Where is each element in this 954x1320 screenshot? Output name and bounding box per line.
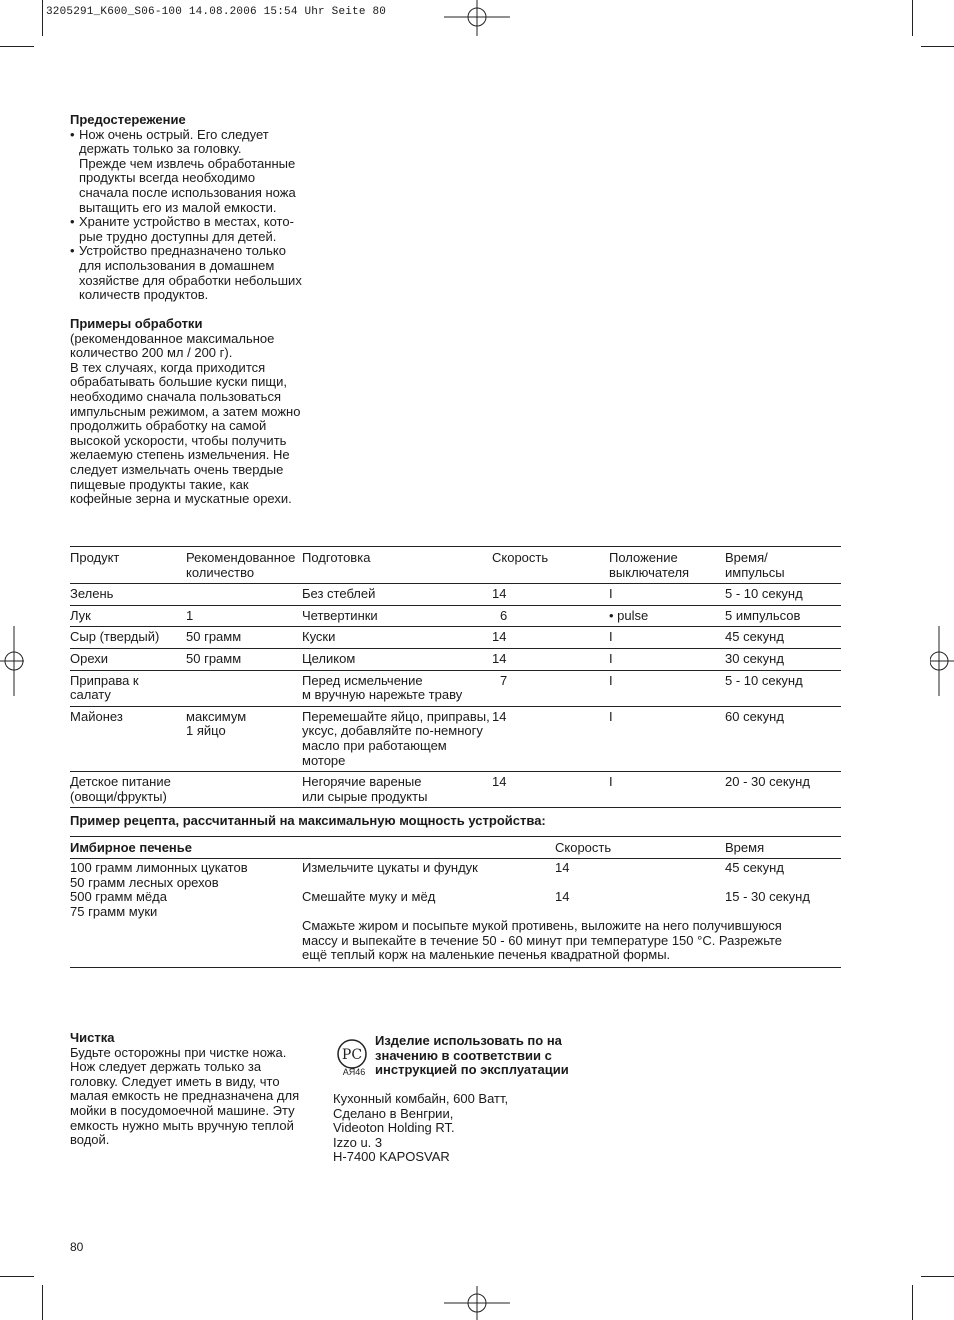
- table-cell: Куски: [302, 627, 492, 649]
- recipe-bottom-rule: [70, 967, 841, 968]
- crop-mark: [912, 0, 913, 36]
- table-row: [70, 648, 841, 670]
- recipe-top-rule: [70, 836, 841, 837]
- list-item: • Храните устройство в местах, кото- рые трудно доступны для детей.: [70, 215, 320, 244]
- table-cell: Четвертинки: [302, 605, 492, 627]
- col-header: Время/ импульсы: [725, 547, 841, 584]
- registration-mark-left: [0, 626, 24, 696]
- certification-notice: Изделие использовать по на значению в соответствии с инструкцией по эксплуатации: [375, 1033, 569, 1078]
- table-row: [70, 772, 841, 808]
- table-cell: Приправа к салату: [70, 670, 186, 706]
- table-cell: Сыр (твердый): [70, 627, 186, 649]
- crop-mark: [42, 1285, 43, 1320]
- print-header: 3205291_K600_S06-100 14.08.2006 15:54 Uhr Seite 80: [46, 6, 387, 18]
- warning-title: Предостережение: [70, 112, 186, 127]
- pct-mark-code: АЯ46: [342, 1067, 366, 1077]
- processing-table: [70, 546, 841, 808]
- table-cell: 6: [492, 605, 609, 627]
- table-cell: 45 секунд: [725, 627, 841, 649]
- manufacturer-address: Кухонный комбайн, 600 Ватт, Сделано в Венгрии, Videoton Holding RT. Izzo u. 3 H-7400 KAPOSVAR: [333, 1091, 509, 1165]
- col-header: Подготовка: [302, 547, 492, 584]
- table-cell: Перед исмельчение м вручную нарежьте траву: [302, 670, 492, 706]
- table-cell: I: [609, 648, 725, 670]
- table-cell: Негорячие вареные или сырые продукты: [302, 772, 492, 808]
- table-cell: Зелень: [70, 584, 186, 606]
- recipe-col-speed: Скорость: [555, 840, 612, 855]
- table-cell: Детское питание (овощи/фрукты): [70, 772, 186, 808]
- table-cell: Целиком: [302, 648, 492, 670]
- table-header: [70, 547, 841, 584]
- page-number: 80: [70, 1240, 84, 1254]
- table-cell: 14: [492, 648, 609, 670]
- table-cell: 30 секунд: [725, 648, 841, 670]
- examples-text: (рекомендованное максимальное количество 200 мл / 200 г). В тех случаях, когда приходится обрабатывать большие куски пищи, необходимо сначала пользоваться импульсным режимом, а затем можно продолжить обработку на самой высокой ускорости, чтобы получить желаемую степень измельчения. Не следует измельчать очень твердые пищевые продукты такие, как кофейные зерна и мускатные орехи.: [70, 330, 301, 507]
- pct-mark-icon: [334, 1038, 374, 1078]
- recipe-ingredients-1: 100 грамм лимонных цукатов 50 грамм лесных орехов: [70, 860, 248, 890]
- recipe-step-2-speed: 14: [555, 889, 570, 904]
- table-cell: Майонез: [70, 706, 186, 771]
- table-cell: I: [609, 670, 725, 706]
- registration-mark-top: [444, 0, 510, 36]
- warning-list: [70, 128, 320, 303]
- recipe-name: Имбирное печенье: [70, 840, 192, 855]
- recipe-col-time: Время: [725, 840, 765, 855]
- table-cell: Перемешайте яйцо, приправы, уксус, добавляйте по-немногу масло при работающем моторе: [302, 706, 492, 771]
- list-item: • Устройство предназначено только для использования в домашнем хозяйстве для обработки небольших количеств продуктов.: [70, 244, 320, 302]
- table-cell: 50 грамм: [186, 648, 302, 670]
- registration-mark-right: [930, 626, 954, 696]
- table-row: [70, 627, 841, 649]
- crop-mark: [0, 46, 34, 47]
- table-cell: 14: [492, 627, 609, 649]
- table-cell: Без стеблей: [302, 584, 492, 606]
- recipe-instructions: Смажьте жиром и посыпьте мукой противень, выложите на него получившуюся массу и выпекайте в течение 50 - 60 минут при температуре 150 °C. Разрежьте ещё теплый корж на маленькие печенья квадратной формы.: [302, 918, 783, 963]
- table-cell: 50 грамм: [186, 627, 302, 649]
- pct-mark-text: PC: [341, 1047, 363, 1063]
- table-cell: Лук: [70, 605, 186, 627]
- recipe-step-1-time: 45 секунд: [725, 860, 784, 875]
- table-cell: 60 секунд: [725, 706, 841, 771]
- crop-mark: [42, 0, 43, 36]
- table-cell: [186, 670, 302, 706]
- recipe-step-1-speed: 14: [555, 860, 570, 875]
- crop-mark: [912, 1285, 913, 1320]
- table-cell: Орехи: [70, 648, 186, 670]
- crop-mark: [921, 1276, 954, 1277]
- table-cell: 5 импульсов: [725, 605, 841, 627]
- col-header: Рекомендованное количество: [186, 547, 302, 584]
- table-cell: максимум 1 яйцо: [186, 706, 302, 771]
- examples-title: Примеры обработки: [70, 316, 203, 331]
- col-header: Положение выключателя: [609, 547, 725, 584]
- col-header: Скорость: [492, 547, 609, 584]
- table-cell: I: [609, 627, 725, 649]
- cleaning-title: Чистка: [70, 1030, 115, 1045]
- recipe-step-1: Измельчите цукаты и фундук: [302, 860, 478, 875]
- recipe-step-2: Смешайте муку и мёд: [302, 889, 436, 904]
- table-cell: 5 - 10 секунд: [725, 584, 841, 606]
- recipe-title: Пример рецепта, рассчитанный на максимальную мощность устройства:: [70, 813, 546, 828]
- cleaning-section: [70, 1031, 320, 1148]
- table-cell: 14: [492, 772, 609, 808]
- certification-logo: [334, 1038, 374, 1078]
- table-row: [70, 605, 841, 627]
- table-cell: 5 - 10 секунд: [725, 670, 841, 706]
- table-cell: 1: [186, 605, 302, 627]
- table-row: [70, 670, 841, 706]
- cleaning-text: Будьте осторожны при чистке ножа. Нож следует держать только за головку. Следует иметь в виду, что малая емкость не предназначена для мойки в посудомоечной машине. Эту емкость нужно мыть вручную теплой водой.: [70, 1044, 300, 1148]
- recipe-step-2-time: 15 - 30 секунд: [725, 889, 810, 904]
- table-cell: • pulse: [609, 605, 725, 627]
- crop-mark: [0, 1276, 34, 1277]
- col-header: Продукт: [70, 547, 186, 584]
- recipe-header-rule: [70, 858, 841, 859]
- table-row: [70, 584, 841, 606]
- table-cell: I: [609, 706, 725, 771]
- table-cell: [186, 584, 302, 606]
- examples-section: [70, 317, 330, 507]
- table-cell: 7: [492, 670, 609, 706]
- warning-section: [70, 113, 320, 303]
- table-cell: 20 - 30 секунд: [725, 772, 841, 808]
- table-cell: I: [609, 772, 725, 808]
- list-item: • Нож очень острый. Его следует держать только за головку. Прежде чем извлечь обработанные продукты всегда необходимо сначала после использования ножа вытащить его из малой емкости.: [70, 128, 320, 216]
- table-row: [70, 706, 841, 771]
- registration-mark-bottom: [444, 1286, 510, 1320]
- table-cell: [186, 772, 302, 808]
- table-cell: 14: [492, 706, 609, 771]
- table-cell: 14: [492, 584, 609, 606]
- recipe-ingredients-2: 500 грамм мёда 75 грамм муки: [70, 889, 167, 919]
- crop-mark: [921, 46, 954, 47]
- table-cell: I: [609, 584, 725, 606]
